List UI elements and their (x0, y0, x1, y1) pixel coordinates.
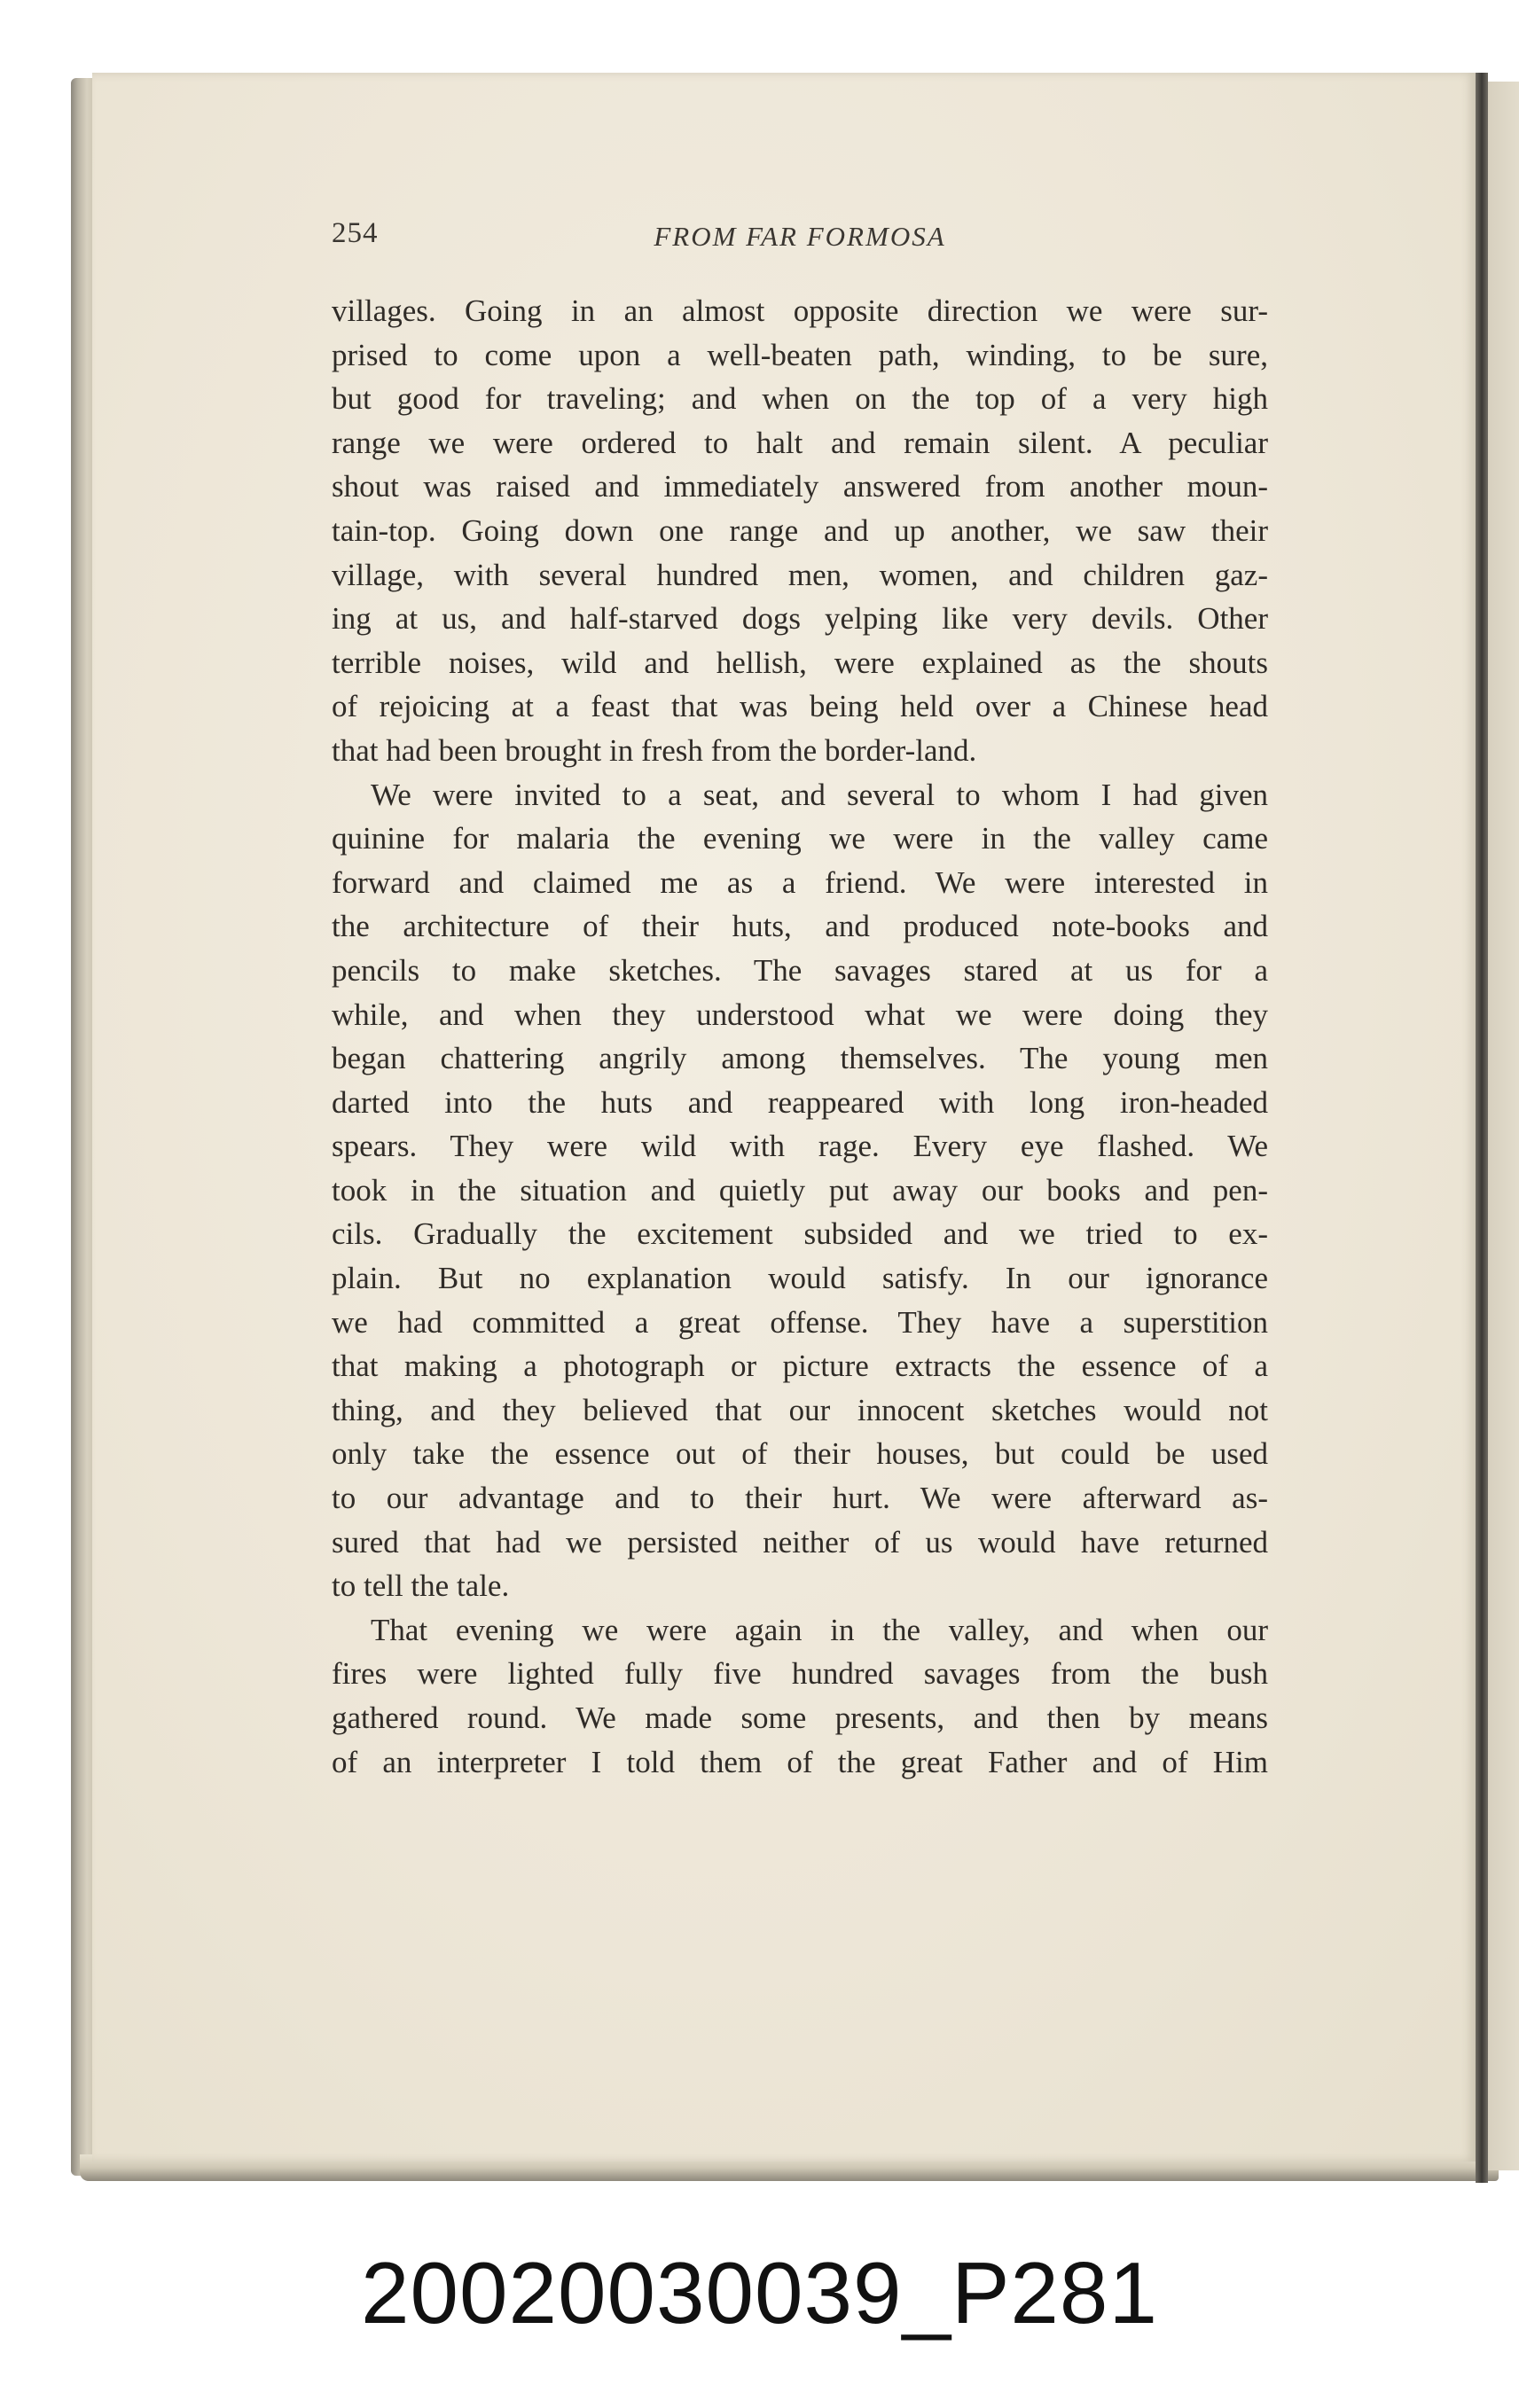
catalog-id: 20020030039_P281 (361, 2244, 1158, 2342)
text-line: of an interpreter I told them of the great Father and of Him (332, 1744, 1268, 1779)
text-line: forward and claimed me as a friend. We were interested in (332, 864, 1268, 900)
paragraph-2 (332, 773, 1268, 1608)
text-line: We were invited to a seat, and several to whom I had given (371, 777, 1268, 812)
text-line: that had been brought in fresh from the border-land. (332, 732, 977, 768)
facing-page-edge (1488, 82, 1519, 2170)
text-line: to our advantage and to their hurt. We were afterward as- (332, 1481, 1268, 1516)
text-line: plain. But no explanation would satisfy. In our ignorance (332, 1261, 1268, 1296)
running-head (332, 217, 1268, 256)
text-line: quinine for malaria the evening we were in the valley came (332, 821, 1268, 856)
paragraph-1 (332, 289, 1268, 773)
text-line: pencils to make sketches. The savages stared at us for a (332, 952, 1268, 988)
text-line: prised to come upon a well-beaten path, winding, to be sure, (332, 337, 1268, 372)
running-title: FROM FAR FORMOSA (654, 221, 946, 252)
book-gutter (1476, 73, 1488, 2183)
text-line: villages. Going in an almost opposite direction we were sur- (332, 293, 1268, 328)
text-line: of rejoicing at a feast that was being held over a Chinese head (332, 689, 1268, 724)
text-line: began chattering angrily among themselves. The young men (332, 1041, 1268, 1076)
text-line: range we were ordered to halt and remain silent. A peculiar (332, 425, 1268, 460)
text-line: we had committed a great offense. They have a superstition (332, 1304, 1268, 1340)
text-line: to tell the tale. (332, 1568, 510, 1604)
paragraph-3 (332, 1608, 1268, 1784)
text-line: sured that had we persisted neither of us would have returned (332, 1524, 1268, 1560)
text-line: shout was raised and immediately answered from another moun- (332, 469, 1268, 504)
page-number: 254 (332, 217, 379, 249)
text-line: spears. They were wild with rage. Every eye flashed. We (332, 1129, 1268, 1164)
text-line: but good for traveling; and when on the top of a very high (332, 381, 1268, 417)
text-line: ing at us, and half-starved dogs yelping like very devils. Other (332, 601, 1268, 637)
text-line: terrible noises, wild and hellish, were explained as the shouts (332, 645, 1268, 680)
text-line: while, and when they understood what we were doing they (332, 997, 1268, 1032)
text-line: cils. Gradually the excitement subsided and we tried to ex- (332, 1216, 1268, 1252)
text-line: fires were lighted fully five hundred savages from the bush (332, 1656, 1268, 1692)
text-line: that making a photograph or picture extracts the essence of a (332, 1349, 1268, 1384)
text-line: village, with several hundred men, women, and children gaz- (332, 557, 1268, 592)
text-line: gathered round. We made some presents, and then by means (332, 1700, 1268, 1735)
body-text (332, 289, 1268, 1784)
text-line: darted into the huts and reappeared with long iron-headed (332, 1084, 1268, 1120)
text-line: the architecture of their huts, and produced note-books and (332, 909, 1268, 944)
text-line: That evening we were again in the valley, and when our (371, 1612, 1268, 1647)
text-line: tain-top. Going down one range and up another, we saw their (332, 512, 1268, 548)
text-line: thing, and they believed that our innocent sketches would not (332, 1392, 1268, 1427)
text-line: took in the situation and quietly put away our books and pen- (332, 1172, 1268, 1208)
text-line: only take the essence out of their houses, but could be used (332, 1436, 1268, 1472)
